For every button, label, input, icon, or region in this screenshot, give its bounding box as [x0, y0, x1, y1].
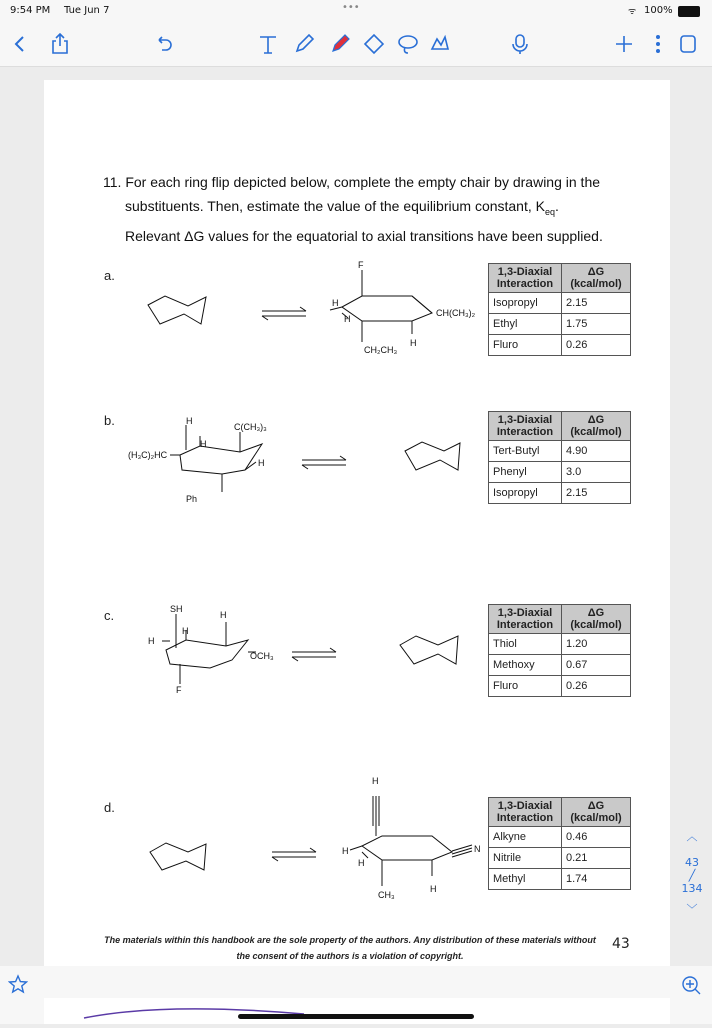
- table-cell: Tert-Butyl: [489, 441, 562, 462]
- wifi-icon: ᯤ: [628, 7, 637, 17]
- table-header: 1,3-Diaxial Interaction: [489, 412, 562, 441]
- table-header: 1,3-Diaxial Interaction: [489, 605, 562, 634]
- sub-a-h1: H: [332, 298, 339, 308]
- part-label-d: d.: [104, 800, 115, 815]
- table-header: ΔG (kcal/mol): [562, 412, 631, 441]
- chevron-up-icon[interactable]: ︿: [686, 830, 698, 843]
- sub-d-top: H: [372, 776, 379, 786]
- empty-chair-b: [405, 442, 460, 470]
- table-header: 1,3-Diaxial Interaction: [489, 798, 562, 827]
- question-line-3: Relevant ΔG values for the equatorial to axial transitions have been supplied.: [125, 227, 603, 244]
- chair-b: [180, 444, 262, 474]
- table-cell: 1.74: [562, 869, 631, 890]
- sub-d-h3: H: [430, 884, 437, 894]
- sub-b-right: H: [258, 458, 265, 468]
- status-time: 9:54 PM: [10, 5, 51, 16]
- status-date: Tue Jun 7: [64, 5, 110, 16]
- table-cell: Ethyl: [489, 314, 562, 335]
- total-pages: 134: [681, 882, 703, 895]
- table-cell: Methyl: [489, 869, 562, 890]
- table-header: ΔG (kcal/mol): [562, 798, 631, 827]
- table-cell: 2.15: [562, 293, 631, 314]
- sub-b-bottom: Ph: [186, 494, 198, 504]
- part-label-b: b.: [104, 413, 115, 428]
- sub-d-bottom: CH₃: [378, 890, 395, 900]
- chair-d: [362, 836, 452, 860]
- part-label-c: c.: [104, 608, 115, 623]
- equilibrium-arrow-c: [292, 648, 336, 652]
- table-cell: Isopropyl: [489, 293, 562, 314]
- equilibrium-arrow-b: [302, 456, 346, 460]
- table-cell: 0.67: [562, 655, 631, 676]
- page-separator: ╱: [688, 869, 696, 882]
- table-cell: Thiol: [489, 634, 562, 655]
- table-header: 1,3-Diaxial Interaction: [489, 264, 562, 293]
- footer-line-1: The materials within this handbook are the sole property of the authors. Any distribution of these materials without: [104, 935, 596, 945]
- current-page: 43: [685, 856, 699, 869]
- chevron-down-icon[interactable]: ﹀: [686, 903, 698, 916]
- table-cell: 1.75: [562, 314, 631, 335]
- bottom-bar: [0, 966, 712, 1024]
- table-cell: Methoxy: [489, 655, 562, 676]
- table-header: ΔG (kcal/mol): [562, 605, 631, 634]
- home-indicator[interactable]: [238, 1014, 474, 1019]
- table-cell: 0.26: [562, 335, 631, 356]
- sub-b-top: C(CH₃)₃: [234, 422, 267, 432]
- empty-chair-d: [150, 843, 206, 870]
- sub-b-h2: H: [200, 439, 207, 449]
- copyright-footer: [80, 932, 620, 964]
- table-cell: 0.21: [562, 848, 631, 869]
- dg-table-d: [488, 797, 631, 890]
- part-label-a: a.: [104, 268, 115, 283]
- footer-line-2: the consent of the authors is a violation of copyright.: [236, 951, 464, 961]
- sub-c-top: SH: [170, 604, 183, 614]
- equilibrium-arrow-a: [262, 307, 306, 311]
- table-cell: 1.20: [562, 634, 631, 655]
- table-cell: Fluro: [489, 676, 562, 697]
- sub-a-bottom: CH₂CH₃: [364, 345, 398, 355]
- question-line-1: 11. For each ring flip depicted below, complete the empty chair by drawing in the: [103, 174, 601, 190]
- table-cell: 3.0: [562, 462, 631, 483]
- sub-c-h1: H: [182, 626, 189, 636]
- table-cell: Fluro: [489, 335, 562, 356]
- question-line-2: substituents. Then, estimate the value of the equilibrium constant, $K_{eq}$.: [125, 198, 559, 217]
- sub-b-h1: H: [186, 416, 193, 426]
- table-cell: Phenyl: [489, 462, 562, 483]
- sub-a-h2: H: [344, 314, 351, 324]
- next-page-preview: [44, 998, 670, 1024]
- page-number: 43: [612, 936, 630, 952]
- sub-d-h1: H: [342, 846, 349, 856]
- empty-chair-a: [148, 296, 206, 324]
- chair-a: [342, 296, 432, 321]
- dg-table-a: [488, 263, 631, 356]
- table-cell: 0.26: [562, 676, 631, 697]
- multitask-dots-icon[interactable]: •••: [342, 2, 360, 13]
- sub-a-right: CH(CH₃)₂: [436, 308, 476, 318]
- table-cell: Isopropyl: [489, 483, 562, 504]
- sub-a-top: F: [358, 260, 364, 270]
- sub-a-h3: H: [410, 338, 417, 348]
- table-header: ΔG (kcal/mol): [562, 264, 631, 293]
- star-icon[interactable]: [8, 974, 28, 998]
- sub-c-left: H: [148, 636, 155, 646]
- table-cell: 2.15: [562, 483, 631, 504]
- dg-table-b: [488, 411, 631, 504]
- battery-percent: 100%: [644, 5, 673, 16]
- dg-table-c: [488, 604, 631, 697]
- empty-chair-c: [400, 636, 458, 664]
- sub-c-right: OCH₃: [250, 651, 274, 661]
- sub-d-right: N: [474, 844, 481, 854]
- table-cell: Alkyne: [489, 827, 562, 848]
- sub-c-bottom: F: [176, 685, 182, 695]
- table-cell: Nitrile: [489, 848, 562, 869]
- page-navigator[interactable]: [680, 828, 704, 917]
- sub-b-left: (H₃C)₂HC: [128, 450, 168, 460]
- chair-c: [166, 640, 248, 668]
- table-cell: 4.90: [562, 441, 631, 462]
- equilibrium-arrow-d: [272, 848, 316, 852]
- zoom-in-icon[interactable]: [680, 974, 702, 1000]
- sub-c-h2: H: [220, 610, 227, 620]
- table-cell: 0.46: [562, 827, 631, 848]
- sub-d-h2: H: [358, 858, 365, 868]
